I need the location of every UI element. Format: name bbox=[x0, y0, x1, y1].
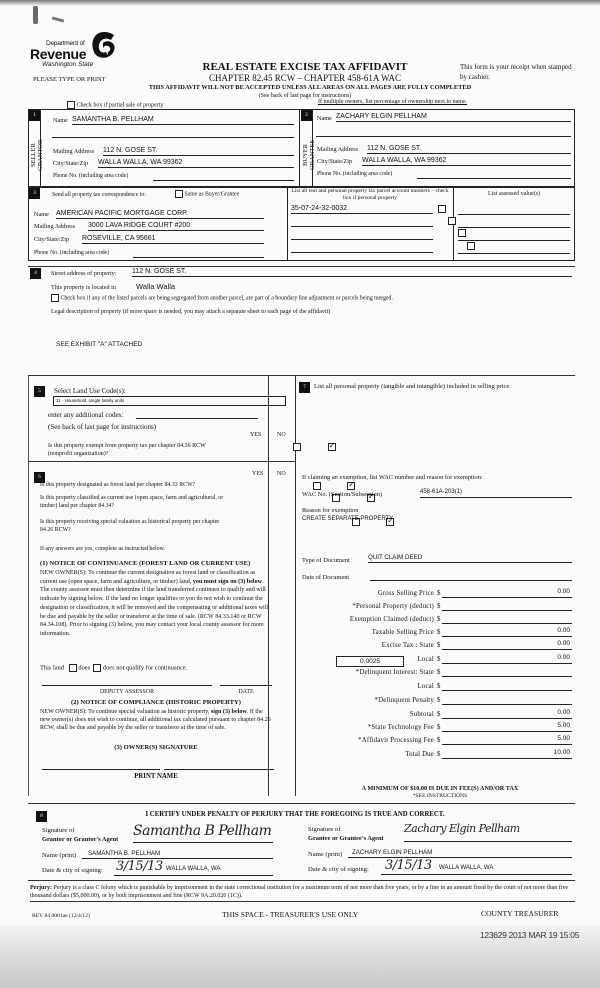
seller-phone-field[interactable] bbox=[153, 172, 294, 181]
section-5-bottom-border bbox=[28, 461, 296, 462]
divider bbox=[299, 109, 300, 187]
buyer-city-label: City/State/Zip bbox=[317, 158, 353, 165]
no-header: NO bbox=[277, 471, 286, 477]
grantee-name-label: Name (print) bbox=[308, 851, 343, 858]
fee-value-field[interactable]: 10.00 bbox=[442, 749, 572, 759]
buyer-phone-field[interactable] bbox=[417, 170, 571, 179]
grantor-city: WALLA WALLA, WA bbox=[166, 866, 221, 872]
buyer-city-field[interactable]: WALLA WALLA, WA 99362 bbox=[362, 157, 571, 166]
currency-symbol: $ bbox=[437, 629, 441, 636]
fee-label: *Affidavit Processing Fee bbox=[358, 737, 434, 744]
currency-symbol: $ bbox=[437, 642, 441, 649]
divider bbox=[287, 187, 288, 261]
yes-header: YES bbox=[252, 471, 264, 477]
segregated-checkbox-row bbox=[51, 294, 393, 302]
buyer-name-field-2[interactable] bbox=[316, 131, 571, 137]
assessed-value-field[interactable] bbox=[458, 206, 570, 215]
buyer-mailing-field[interactable]: 112 N. GOSE ST. bbox=[367, 145, 571, 154]
section-1-badge: 1 bbox=[29, 110, 40, 121]
perjury-notice bbox=[30, 884, 575, 902]
county-treasurer-label: COUNTY TREASURER bbox=[481, 909, 559, 918]
personal-property-checkbox[interactable] bbox=[448, 217, 456, 225]
section-8-bottom-border bbox=[28, 880, 575, 881]
fee-value-field[interactable]: 0.00 bbox=[442, 627, 572, 637]
section-4-top-border bbox=[28, 266, 575, 267]
fee-value-field[interactable] bbox=[442, 667, 572, 677]
date-label: DATE bbox=[238, 689, 254, 695]
fee-label: Local bbox=[417, 683, 434, 690]
staple-mark bbox=[52, 16, 64, 22]
seller-city-field[interactable]: WALLA WALLA, WA 99362 bbox=[98, 159, 294, 168]
parcel-number-field[interactable] bbox=[291, 244, 433, 253]
wac-field[interactable]: 458-61A-203(1) bbox=[420, 489, 572, 498]
located-in-field[interactable]: Walla Walla bbox=[136, 282, 176, 291]
fee-label: Local bbox=[417, 656, 434, 663]
grantor-date-city-field[interactable] bbox=[114, 860, 273, 876]
fee-value-field[interactable]: 5.00 bbox=[442, 722, 572, 732]
section-5-badge: 5 bbox=[34, 386, 45, 397]
buyer-mailing-label: Mailing Address bbox=[317, 146, 359, 153]
section-4-badge: 4 bbox=[30, 268, 41, 279]
same-as-buyer-checkbox[interactable] bbox=[175, 190, 183, 198]
additional-codes-field[interactable] bbox=[136, 410, 258, 419]
correspondence-name-label: Name bbox=[34, 211, 49, 218]
correspondence-city-field[interactable]: ROSEVILLE, CA 95661 bbox=[82, 235, 264, 244]
fee-label: Total Due bbox=[405, 751, 434, 758]
segregated-parcel-label: Check box if any of the listed parcels are being segregated from another parcel, are part of a boundary line adjustment or parcels being merged. bbox=[60, 295, 393, 302]
seller-name-field-2[interactable] bbox=[52, 132, 294, 138]
this-land-label: This land bbox=[40, 664, 64, 672]
forest-land-question: Is this property designated as forest land per chapter 84.33 RCW? bbox=[40, 482, 196, 488]
does-qualify-checkbox[interactable] bbox=[69, 664, 77, 672]
grantee-city: WALLA WALLA, WA bbox=[439, 865, 494, 871]
owner-signature-line-2[interactable] bbox=[164, 762, 274, 770]
fee-value-field[interactable]: 0.00 bbox=[442, 640, 572, 650]
dor-logo bbox=[30, 38, 120, 70]
personal-property-checkbox[interactable] bbox=[438, 205, 446, 213]
treasurer-space-label: THIS SPACE - TREASURER'S USE ONLY bbox=[222, 910, 359, 919]
notice-compliance-text-a: NEW OWNER(S): To continue special valuation as historic property, bbox=[40, 709, 211, 715]
section-4-bottom-border bbox=[28, 375, 575, 376]
owner-signature-title: (3) OWNER(S) SIGNATURE bbox=[114, 744, 198, 751]
fee-label: *Delinquent Interest: State bbox=[355, 669, 434, 676]
currency-symbol: $ bbox=[437, 616, 441, 623]
staple-mark bbox=[33, 6, 38, 24]
correspondence-phone-field[interactable] bbox=[133, 249, 264, 258]
perjury-text: Perjury is a class C felony which is punishable by imprisonment in the state correctional institution for a maximum term of not more than five years, or by a fine in an amount fixed by the court of not more than five thousand dollars ($5,000.00), or by both imprisonment and fine (RCW 9A.20.020 (1C)). bbox=[30, 885, 569, 899]
local-rate-field[interactable]: 0.0025 bbox=[336, 656, 404, 667]
fee-value-field[interactable]: 0.00 bbox=[442, 588, 572, 598]
doc-type-label: Type of Document bbox=[302, 557, 350, 564]
grantor-sig-label-2: Grantor or Grantor's Agent bbox=[42, 836, 119, 843]
fee-value-field[interactable] bbox=[442, 681, 572, 691]
fee-value-field[interactable] bbox=[442, 695, 572, 705]
correspondence-phone-label: Phone No. (including area code) bbox=[34, 250, 110, 256]
fee-value-field[interactable] bbox=[442, 601, 572, 611]
minimum-due-note: A MINIMUM OF $10.00 IS DUE IN FEE(S) AND/OR TAX bbox=[361, 785, 519, 792]
correspondence-mailing-label: Mailing Address bbox=[34, 223, 76, 230]
notice-continuance-bold: you must sign on (3) below bbox=[192, 578, 263, 585]
legal-description-label: Legal description of property (if more space is needed, you may attach a separate sheet to each page of the affidavit) bbox=[51, 309, 331, 315]
correspondence-city-label: City/State/Zip bbox=[34, 236, 70, 243]
please-print-note: PLEASE TYPE OR PRINT bbox=[33, 76, 106, 83]
land-use-instructions: (See back of last page for instructions) bbox=[48, 423, 157, 431]
grantee-date-city-label: Date & city of signing: bbox=[308, 866, 369, 873]
land-use-code-select[interactable]: 11 - Household, single family units bbox=[53, 396, 286, 406]
does-not-qualify-checkbox[interactable] bbox=[93, 664, 101, 672]
doc-date-field[interactable] bbox=[370, 572, 572, 581]
owner-signature-line[interactable] bbox=[42, 762, 160, 770]
notice-continuance-text-a: NEW OWNER(S): To continue the current designation as forest land or classification as current use (open space, farm and agriculture, or timber) land, bbox=[40, 570, 256, 585]
parcel-number-field[interactable]: 35-07-24-32-0032 bbox=[291, 205, 433, 214]
fee-value-field[interactable]: 5.00 bbox=[442, 735, 572, 745]
exempt-yes-checkbox[interactable] bbox=[293, 443, 301, 451]
fee-label: *Personal Property (deduct) bbox=[352, 603, 434, 610]
does-label: does bbox=[78, 664, 91, 672]
logo-line-state: Washington State bbox=[42, 61, 94, 68]
same-as-buyer-row bbox=[175, 190, 239, 198]
buyer-grantee-label: BUYER GRANTEE bbox=[302, 139, 316, 171]
instructions-note: (See back of last page for instructions) bbox=[258, 93, 352, 99]
current-use-question: Is this property classified as current use (open space, farm and agricultural, or timber) land per chapter 84.34? bbox=[40, 495, 224, 509]
notice-continuance-text bbox=[40, 569, 272, 639]
treasurer-stamp: 123629 2013 MAR 19 15:05 bbox=[480, 930, 580, 940]
exemption-label: If claiming an exemption, list WAC number and reason for exemption: bbox=[302, 474, 483, 481]
completion-warning: THIS AFFIDAVIT WILL NOT BE ACCEPTED UNLESS ALL AREAS ON ALL PAGES ARE FULLY COMPLETED bbox=[148, 84, 472, 91]
grantee-sig-label-2: Grantee or Grantee's Agent bbox=[308, 835, 384, 842]
scan-shadow bbox=[0, 0, 600, 6]
does-not-label: does not qualify for continuance. bbox=[102, 664, 188, 672]
currency-symbol: $ bbox=[437, 669, 441, 676]
notice-continuance-text-b: . The county assessor must then determine if the land transferred continues to qualify and will indicate by signing below. If the land no longer qualifies or you do not wish to continue the designation or classification, it will be removed and the compensating or additional taxes will be due and payable by the seller or transferor at the time of sale. (RCW 84.33.140 or RCW 84.34.108). Prior to signing (3) below, you may contact your local county assessor for more information. bbox=[40, 578, 269, 637]
forest-land-yes-checkbox[interactable] bbox=[313, 482, 321, 490]
correspondence-name-field[interactable]: AMERICAN PACIFIC MORTGAGE CORP. bbox=[56, 210, 264, 219]
currency-symbol: $ bbox=[437, 724, 441, 731]
form-title: REAL ESTATE EXCISE TAX AFFIDAVIT bbox=[202, 61, 408, 73]
dor-swirl-logo-icon bbox=[90, 30, 118, 60]
seller-name-label: Name bbox=[53, 117, 68, 124]
form-id: REV 84 0001ae (12/4/12) bbox=[32, 913, 90, 919]
section-8-top-border bbox=[28, 803, 575, 804]
notice-compliance-title: (2) NOTICE OF COMPLIANCE (HISTORIC PROPERTY) bbox=[71, 699, 241, 706]
notice-compliance-bold: sign (3) below bbox=[210, 709, 247, 715]
grantee-date: 3/15/13 bbox=[385, 858, 432, 873]
seller-mailing-label: Mailing Address bbox=[53, 148, 95, 155]
doc-date-label: Date of Document bbox=[302, 574, 350, 581]
street-address-field[interactable]: 112 N. GOSE ST. bbox=[132, 268, 572, 277]
print-name-label: PRINT NAME bbox=[134, 773, 178, 780]
doc-type-field[interactable]: QUIT CLAIM DEED bbox=[368, 554, 572, 563]
buyer-phone-label: Phone No. (including area code) bbox=[317, 171, 393, 177]
seller-grantor-label: SELLER GRANTOR bbox=[30, 139, 44, 171]
divider bbox=[295, 376, 296, 796]
seller-phone-label: Phone No. (including area code) bbox=[53, 173, 129, 179]
parcel-number-field[interactable] bbox=[291, 218, 433, 227]
buyer-name-field[interactable]: ZACHARY ELGIN PELLHAM bbox=[336, 113, 571, 122]
notice-compliance-text-b: . If the new owner(s) does not wish to continue, all additional tax calculated pursuant to chapter 84.26 RCW, shall be due and payable by the seller or transferor at the time of sale. bbox=[40, 709, 271, 731]
section-6-badge: 6 bbox=[34, 472, 45, 483]
fee-label: *State Technology Fee bbox=[367, 724, 434, 731]
parcels-header: List all real and personal property tax parcel account numbers – check box if personal property bbox=[291, 188, 449, 201]
deputy-assessor-signature-line[interactable] bbox=[42, 678, 212, 686]
grantee-signature-field[interactable]: Zachary Elgin Pellham bbox=[404, 822, 572, 842]
parcel-number-field[interactable] bbox=[291, 231, 433, 240]
historical-property-question: Is this property receiving special valuation as historical property per chapter 84.26 RCW? bbox=[40, 519, 220, 533]
reason-label: Reason for exemption bbox=[302, 507, 359, 514]
certify-statement: I CERTIFY UNDER PENALTY OF PERJURY THAT THE FOREGOING IS TRUE AND CORRECT. bbox=[145, 811, 445, 818]
seller-city-label: City/State/Zip bbox=[53, 160, 89, 167]
logo-line-department: Department of bbox=[46, 40, 85, 47]
currency-symbol: $ bbox=[437, 603, 441, 610]
grantee-sig-label-1: Signature of bbox=[308, 826, 341, 833]
personal-property-label: List all personal property (tangible and intangible) included in selling price. bbox=[314, 383, 511, 390]
fee-value-field[interactable] bbox=[442, 614, 572, 624]
fee-label: Exemption Claimed (deduct) bbox=[349, 616, 434, 623]
reason-field[interactable]: CREATE SEPARATE PROPERTY bbox=[302, 516, 394, 522]
seller-name-field[interactable]: SAMANTHA B. PELLHAM bbox=[72, 116, 294, 125]
see-instructions-note: *SEE INSTRUCTIONS bbox=[412, 793, 468, 799]
fee-label: Excise Tax : State bbox=[381, 642, 434, 649]
section-8-badge: 8 bbox=[36, 811, 47, 822]
partial-sale-checkbox[interactable] bbox=[67, 101, 75, 109]
divider bbox=[28, 376, 29, 796]
additional-codes-label: enter any additional codes: bbox=[48, 411, 124, 419]
notice-compliance-text bbox=[40, 708, 272, 732]
segregated-parcel-checkbox[interactable] bbox=[51, 294, 59, 302]
qualify-row bbox=[40, 664, 187, 672]
street-address-label: Street address of property: bbox=[51, 270, 117, 277]
wac-label: WAC No. (Section/Subsection) bbox=[302, 491, 383, 498]
grantor-date-city-label: Date & city of signing: bbox=[42, 867, 103, 874]
grantee-date-city-field[interactable] bbox=[381, 859, 572, 875]
fee-value-field[interactable]: 0.00 bbox=[442, 709, 572, 719]
deputy-assessor-label: DEPUTY ASSESSOR bbox=[99, 689, 155, 695]
exempt-question: Is this property exempt from property tax per chapter 84.36 RCW (nonprofit organization)? bbox=[48, 443, 206, 457]
grantor-name-field[interactable]: SAMANTHA B. PELLHAM bbox=[82, 850, 273, 859]
fee-label: Taxable Selling Price bbox=[371, 629, 434, 636]
receipt-note: This form is your receipt when stamped by cashier. bbox=[460, 63, 572, 81]
section-2-badge: 2 bbox=[301, 110, 312, 121]
yes-header: YES bbox=[250, 432, 262, 438]
grantor-sig-label-1: Signature of bbox=[42, 827, 75, 834]
fee-value-field[interactable]: 0.00 bbox=[442, 654, 572, 664]
seller-mailing-field[interactable]: 112 N. GOSE ST. bbox=[103, 147, 294, 156]
grantee-name-field[interactable]: ZACHARY ELGIN PELLHAM bbox=[348, 849, 572, 858]
grantor-name-label: Name (print) bbox=[42, 852, 77, 859]
assessed-value-field[interactable] bbox=[458, 232, 570, 241]
grantor-date: 3/15/13 bbox=[116, 859, 163, 874]
same-as-buyer-label: Same as Buyer/Grantee bbox=[184, 191, 240, 198]
partial-sale-checkbox-row bbox=[67, 101, 163, 109]
partial-sale-label: Check box if partial sale of property bbox=[76, 102, 164, 109]
currency-symbol: $ bbox=[437, 737, 441, 744]
forest-land-no-checkbox[interactable] bbox=[347, 482, 355, 490]
currency-symbol: $ bbox=[437, 711, 441, 718]
assessor-date-line[interactable] bbox=[220, 678, 272, 686]
fee-label: Gross Selling Price bbox=[377, 590, 434, 597]
fee-label: Subtotal bbox=[409, 711, 434, 718]
correspondence-mailing-field[interactable]: 3000 LAVA RIDGE COURT #200 bbox=[88, 222, 264, 231]
currency-symbol: $ bbox=[437, 751, 441, 758]
notice-continuance-title: (1) NOTICE OF CONTINUANCE (FOREST LAND OR CURRENT USE) bbox=[40, 560, 251, 567]
assessed-values-header: List assessed value(s) bbox=[488, 191, 540, 197]
multiple-owners-note: If multiple owners, list percentage of ownership next to name. bbox=[318, 99, 468, 105]
logo-line-revenue: Revenue bbox=[30, 46, 87, 62]
buyer-name-label: Name bbox=[317, 115, 332, 122]
fee-label: *Delinquent Penalty bbox=[374, 697, 434, 704]
exempt-no-checkbox[interactable] bbox=[328, 443, 336, 451]
currency-symbol: $ bbox=[437, 590, 441, 597]
currency-symbol: $ bbox=[437, 683, 441, 690]
assessed-value-field[interactable] bbox=[458, 219, 570, 228]
no-header: NO bbox=[277, 432, 286, 438]
land-use-label: Select Land Use Code(s): bbox=[54, 387, 126, 395]
grantor-signature-field[interactable]: Samantha B Pellham bbox=[133, 823, 273, 843]
form-subtitle: CHAPTER 82.45 RCW – CHAPTER 458-61A WAC bbox=[209, 73, 401, 83]
section-7-badge: 7 bbox=[299, 382, 310, 393]
tax-correspondence-label: Send all property tax correspondence to: bbox=[52, 192, 146, 198]
perjury-label: Perjury: bbox=[30, 885, 52, 891]
currency-symbol: $ bbox=[437, 656, 441, 663]
located-in-label: This property is located in bbox=[51, 284, 116, 291]
currency-symbol: $ bbox=[437, 697, 441, 704]
if-yes-instruction: If any answers are yes, complete as instructed below. bbox=[40, 546, 165, 552]
legal-description-field[interactable]: SEE EXHIBIT "A" ATTACHED bbox=[56, 341, 143, 348]
section-3-badge: 3 bbox=[29, 188, 40, 199]
assessed-value-field[interactable] bbox=[458, 245, 570, 254]
